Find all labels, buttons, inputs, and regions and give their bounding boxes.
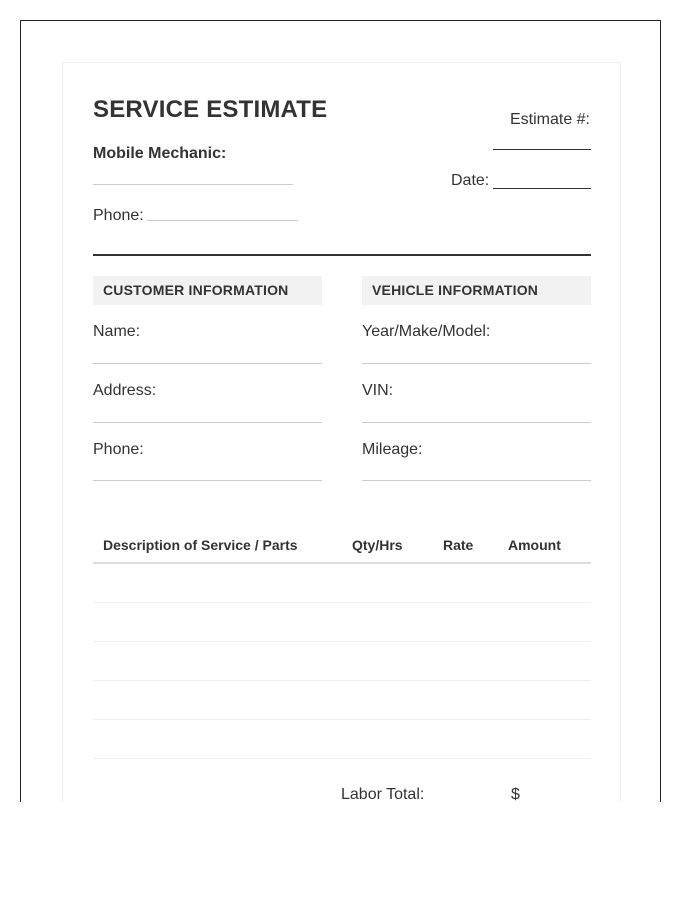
mechanic-phone-label: Phone: xyxy=(93,207,144,224)
customer-address-label: Address: xyxy=(93,382,157,399)
vehicle-vin-field[interactable] xyxy=(362,422,591,423)
table-row[interactable] xyxy=(93,719,591,720)
estimate-sheet xyxy=(62,62,621,802)
vehicle-mileage-field[interactable] xyxy=(362,480,591,481)
column-header-description: Description of Service / Parts xyxy=(103,537,298,553)
vehicle-ymm-label: Year/Make/Model: xyxy=(362,323,491,340)
customer-phone-field[interactable] xyxy=(93,480,322,481)
table-row[interactable] xyxy=(93,758,591,759)
vehicle-ymm-field[interactable] xyxy=(362,363,591,364)
table-row[interactable] xyxy=(93,641,591,642)
mechanic-phone-field[interactable] xyxy=(147,220,298,221)
table-row[interactable] xyxy=(93,602,591,603)
date-label: Date: xyxy=(451,172,490,189)
table-header-divider xyxy=(93,562,591,564)
date-field[interactable] xyxy=(493,188,591,189)
estimate-number-label: Estimate #: xyxy=(509,111,590,128)
labor-total-label: Labor Total: xyxy=(341,786,425,802)
column-header-rate: Rate xyxy=(443,537,474,553)
vehicle-info-heading: VEHICLE INFORMATION xyxy=(362,276,591,305)
customer-name-field[interactable] xyxy=(93,363,322,364)
customer-address-field[interactable] xyxy=(93,422,322,423)
labor-total-currency: $ xyxy=(511,786,520,802)
column-header-qty-hrs: Qty/Hrs xyxy=(352,537,403,553)
vehicle-mileage-label: Mileage: xyxy=(362,441,423,458)
mobile-mechanic-field[interactable] xyxy=(93,184,293,185)
header-divider xyxy=(93,254,591,256)
vehicle-vin-label: VIN: xyxy=(362,382,394,399)
table-row[interactable] xyxy=(93,680,591,681)
column-header-amount: Amount xyxy=(508,537,561,553)
customer-name-label: Name: xyxy=(93,323,141,340)
mobile-mechanic-label: Mobile Mechanic: xyxy=(93,145,227,162)
customer-phone-label: Phone: xyxy=(93,441,144,458)
document-title: SERVICE ESTIMATE xyxy=(93,96,328,123)
customer-info-heading: CUSTOMER INFORMATION xyxy=(93,276,322,305)
document-frame xyxy=(20,20,661,802)
estimate-number-field[interactable] xyxy=(493,149,591,150)
